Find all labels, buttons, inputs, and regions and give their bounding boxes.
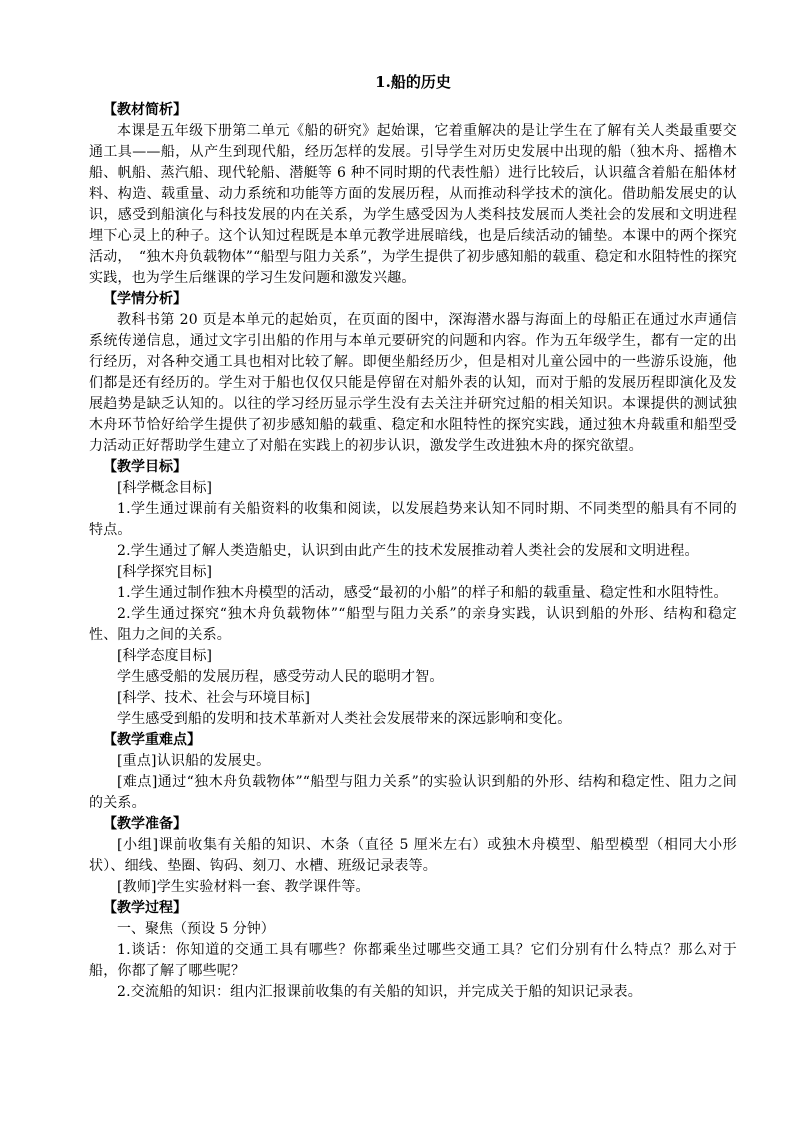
paragraph-process-item-1: 1.谈话：你知道的交通工具有哪些？你都乘坐过哪些交通工具？它们分别有什么特点？那么对于船，你都了解了哪些呢？ xyxy=(89,942,737,979)
paragraph-concept-goal-2: 2.学生通过了解人类造船史，认识到由此产生的技术发展推动着人类社会的发展和文明进程。 xyxy=(117,543,699,559)
paragraph-inquiry-goal-2: 2.学生通过探究“独木舟负载物体”“船型与阻力关系”的亲身实践，认识到船的外形、结构和稳定性、阻力之间的关系。 xyxy=(89,606,737,643)
section-heading-preparation: 【教学准备】 xyxy=(103,816,187,832)
paragraph-textbook-analysis: 本课是五年级下册第二单元《船的研究》起始课，它着重解决的是让学生在了解有关人类最重要交通工具——船，从产生到现代船，经历怎样的发展。引导学生对历史发展中出现的船（独木舟、摇橹木船、帆船、蒸汽船、现代轮船、潜艇等 6 种不同时期的代表性船）进行比较后，认识蕴含着船在船体材料、构造、载重量、动力系统和功能等方面的发展历程，从而推动科学技术的演化。借助船发展史的认识，感受到船演化与科技发展的内在关系，为学生感受因为人类科技发展而人类社会的发展和文明进程埋下心灵上的种子。这个认知过程既是本单元教学进展暗线，也是后续活动的铺垫。本课中的两个探究活动， “独木舟负载物体”“船型与阻力关系”，为学生提供了初步感知船的载重、稳定和水阻特性的探究实践，也为学生后继课的学习生发问题和激发兴趣。 xyxy=(89,123,737,286)
label-step-focus: 一、聚焦（预设 5 分钟） xyxy=(117,921,275,937)
paragraph-sts-goal: 学生感受到船的发明和技术革新对人类社会发展带来的深远影响和变化。 xyxy=(117,711,572,727)
label-science-attitude-goals: [科学态度目标] xyxy=(117,648,212,664)
paragraph-concept-goal-1: 1.学生通过课前有关船资料的收集和阅读，以发展趋势来认知不同时期、不同类型的船具有不同的特点。 xyxy=(89,501,737,538)
label-sts-goals: [科学、技术、社会与环境目标] xyxy=(117,690,310,706)
label-science-concept-goals: [科学概念目标] xyxy=(117,480,212,496)
paragraph-difficult-point: [难点]通过“独木舟负载物体”“船型与阻力关系”的实验认识到船的外形、结构和稳定性、阻力之间的关系。 xyxy=(89,774,737,811)
section-heading-textbook-analysis: 【教材简析】 xyxy=(103,102,187,118)
section-heading-teaching-process: 【教学过程】 xyxy=(103,900,187,916)
section-heading-teaching-goals: 【教学目标】 xyxy=(103,459,187,475)
document-title: 1.船的历史 xyxy=(375,73,451,91)
paragraph-process-item-2: 2.交流船的知识：组内汇报课前收集的有关船的知识，并完成关于船的知识记录表。 xyxy=(117,984,642,1000)
paragraph-student-analysis: 教科书第 20 页是本单元的起始页，在页面的图中，深海潜水器与海面上的母船正在通过水声通信系统传递信息，通过文字引出船的作用与本单元要研究的问题和内容。作为五年级学生，都有一定的出行经历，对各种交通工具也相对比较了解。即便坐船经历少，但是相对儿童公园中的一些游乐设施，他们都是还有经历的。学生对于船也仅仅只能是停留在对船外表的认知，而对于船的发展历程即演化及发展趋势是缺乏认知的。以往的学习经历显示学生没有去关注并研究过船的相关知识。本课提供的测试独木舟环节恰好给学生提供了初步感知船的载重、稳定和水阻特性的探究实践，通过独木舟载重和船型受力活动正好帮助学生建立了对船在实践上的初步认识，激发学生改进独木舟的探究欲望。 xyxy=(89,312,737,454)
label-science-inquiry-goals: [科学探究目标] xyxy=(117,564,212,580)
paragraph-key-point: [重点]认识船的发展史。 xyxy=(117,753,271,769)
paragraph-group-preparation: [小组]课前收集有关船的知识、木条（直径 5 厘米左右）或独木舟模型、船型模型（相同大小形状）、细线、垫圈、钩码、刻刀、水槽、班级记录表等。 xyxy=(89,837,737,874)
section-heading-key-difficult-points: 【教学重难点】 xyxy=(103,732,201,748)
paragraph-teacher-preparation: [教师]学生实验材料一套、教学课件等。 xyxy=(117,879,370,895)
section-heading-student-analysis: 【学情分析】 xyxy=(103,291,187,307)
document-page xyxy=(89,70,737,1003)
paragraph-inquiry-goal-1: 1.学生通过制作独木舟模型的活动，感受“最初的小船”的样子和船的载重量、稳定性和水阻特性。 xyxy=(117,585,728,601)
paragraph-attitude-goal: 学生感受船的发展历程，感受劳动人民的聪明才智。 xyxy=(117,669,444,685)
